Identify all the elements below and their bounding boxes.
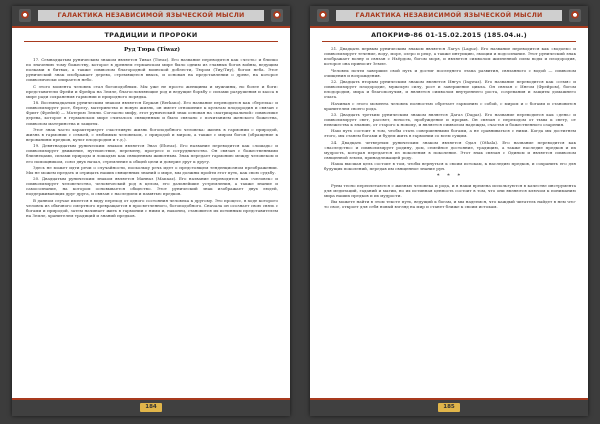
paragraph: Руны тесно переплетаются с жизнью человека и рода, и в наши времена используются в качестве инструмента для медитаций, гаданий и магии, но их истинная ценность состоит в том, что они являются ключом к пониманию мира наших предков и их мудрости. (324, 182, 576, 198)
paragraph: 24. Двадцать четвертым руническим знаком является Одал (Othala). Его название переводится как «наследство» и символизирует родину, дом, семейное достояние, традицию, а также наследие предков и их мудрость, которая передается из поколения в поколение. Этот знак связан с Одином и является символом священной земли, принадлежащей роду. (324, 139, 576, 160)
right-banner-title: ГАЛАКТИКА НЕЗАВИСИМОЙ ЯЗЫЧЕСКОЙ МЫСЛИ (336, 10, 562, 21)
paragraph: Наша высшая цель состоит в том, чтобы вернуться к своим истокам, к наследию предков, и сохранить его для будущих поколений, передав им священное знание рун. (324, 161, 576, 172)
paragraph: 23. Двадцать третьим руническим знаком является Дагаз (Dagaz). Его название переводится как «день» и символизирует свет, рассвет, ясность, пробуждение и прорыв. Он связан с переходом от тьмы к свету, от невежества к знанию, от старого к новому, и является символом надежды, счастья и божественного озарения. (324, 111, 576, 128)
right-section-title: АПОКРИФ-86 01-15.02.2015 (185.04.н.) (371, 31, 527, 39)
page-number: 185 (438, 403, 460, 412)
emblem-icon (19, 9, 31, 22)
paragraph: 19. Девятнадцатым руническим знаком является Эваз (Ehwaz). Его название переводится как «лошадь» и символизирует движение, путешествие, перемену, прогресс и сотрудничество. Он связан с божественными близнецами, силами природы и лошадью как священным животным. Знак передает гармонию между человеком и его помощником, союз двух начал, стремление к общей цели и доверие друг к другу. (26, 143, 278, 164)
paragraph: 18. Восемнадцатым руническим знаком является Беркан (Berkano). Его название переводится как «березка» и символизирует рост, березу, материнство и новую жизнь, он имеет отношение к культам плодородия и связан с Фригг (Фрейей) — Матерью Земли. Согласно мифу, этот рунический знак основан на «матриархальной» символике дерева, которое в германском мире считалось священным и было связано с почитанием женского божества, символом материнства и защиты. (26, 100, 278, 126)
emblem-icon (271, 9, 283, 22)
section-separator: * * * (436, 173, 464, 180)
page-number: 184 (140, 403, 162, 412)
paragraph: 17. Семнадцатым руническим знаком является Тиваз (Tiwaz). Его название переводится как «честь» и близко по значению тому божеству, которое в древнем германском мире было одним из главных богов войны, ведущим полками в битвах, а также символом благородной воинской доблести, Тюром (Тиу/Тиу), богом неба. Этот рунический знак изображает дерево, стремящееся ввысь, и основан на представлении о древе, на которое символически опирается небо. (26, 57, 278, 83)
left-page-header-banner (12, 6, 290, 28)
left-page-footer (12, 398, 290, 416)
article-title: Руд Тюра (Tiwaz) (123, 47, 181, 53)
left-page-body (26, 45, 278, 391)
right-page-body (324, 46, 576, 391)
paragraph: Начиная с этого момента человек полностью обретает гармонию с собой, с миром и с богами и становится хранителем своего рода. (324, 100, 576, 111)
emblem-icon (317, 9, 329, 22)
paragraph: Этот знак часто характеризует счастливую жизнь богоподобного человека: жизнь в гармонии с природой, жизнь в гармонии с семьей, с любимым человеком, с природой и миром, а также с миром богов (обращение к верованиям предков, культ плодородия и т.д.). (26, 126, 278, 142)
paragraph: С этого момента человек стал богоподобным. Мы уже не просто женщины и мужчины, но более и боги: представители Фрейи и Фрейра на Земле, благословляющие род и ведущие борьбу с силами разрушения и хаоса в мире ради сохранения гармонии и природного порядка. (26, 83, 278, 99)
paragraph: Наш путь состоит в том, чтобы стать совершенными богами, а не сравниваться с ними. Когда мы достигнем этого, мы станем богами и будем жить в гармонии со всем сущим. (324, 128, 576, 139)
left-page (12, 6, 290, 416)
paragraph: Человек почти завершил свой путь и достиг последнего этапа развития, связанного с водой — символом очищения и возрождения. (324, 67, 576, 78)
right-page-header-banner (310, 6, 588, 28)
emblem-icon (569, 9, 581, 22)
paragraph: 22. Двадцать вторым руническим знаком является Ингуз (Ingwaz). Его название переводится как «семя» и символизирует плодородие, мужскую силу, рост и завершение цикла. Он связан с Ингом (Фрейром), богом плодородия, мира и благополучия, и является символом внутреннего роста, созревания и защиты домашнего очага. (324, 78, 576, 100)
paragraph: Вы можете найти в этом тексте путь, ведущий к богам, и мы надеемся, что каждый читатель найдет в нем что-то свое, откроет для себя новый взгляд на мир и станет ближе к своим истокам. (324, 199, 576, 210)
paragraph: 20. Двадцатым руническим знаком является Манназ (Mannaz). Его название переводится как «человек» и символизирует человечество, человеческий род в целом, его дальнейшие устремления, а также знание и самосознание, на котором основывается общество. Этот рунический знак изображает двух людей, поддерживающих друг друга, и связан с наследием и памятью предков. (26, 176, 278, 197)
divider (322, 41, 576, 42)
divider (24, 41, 278, 42)
paragraph: 21. Двадцать первым руническим знаком является Лагуз (Laguz). Его название переводится как «водоем» и символизирует течение, воду, море, озеро и реку, а также интуицию, эмоции и подсознание. Этот рунический знак изображает волну и связан с Ньёрдом, богом моря, и является символом жизненной силы воды и плодородия, которое она приносит Земле. (324, 46, 576, 67)
paragraph: Здесь не может идти речи о случайности, поскольку речь идет о предстоящем тенденциозном преображении. Мы не можем предать и отрицать наших священных знаний о мире, мы должны пройти этот путь, как свою судьбу. (26, 164, 278, 175)
paragraph: В данном случае имеется в виду переход от одного состояния человека к другому. Это процесс, в ходе которого человек из обычного смертного превращается в просветленного, богоподобного. Сначала он осознает свою связь с богами и природой, затем начинает жить в гармонии с ними и, наконец, становится их истинным представителем на Земле, хранителем традиций и знаний предков. (26, 197, 278, 219)
right-page-footer (310, 398, 588, 416)
right-page (310, 6, 588, 416)
left-banner-title: ГАЛАКТИКА НЕЗАВИСИМОЙ ЯЗЫЧЕСКОЙ МЫСЛИ (38, 10, 264, 21)
left-section-title: ТРАДИЦИИ И ПРОРОКИ (104, 31, 198, 39)
